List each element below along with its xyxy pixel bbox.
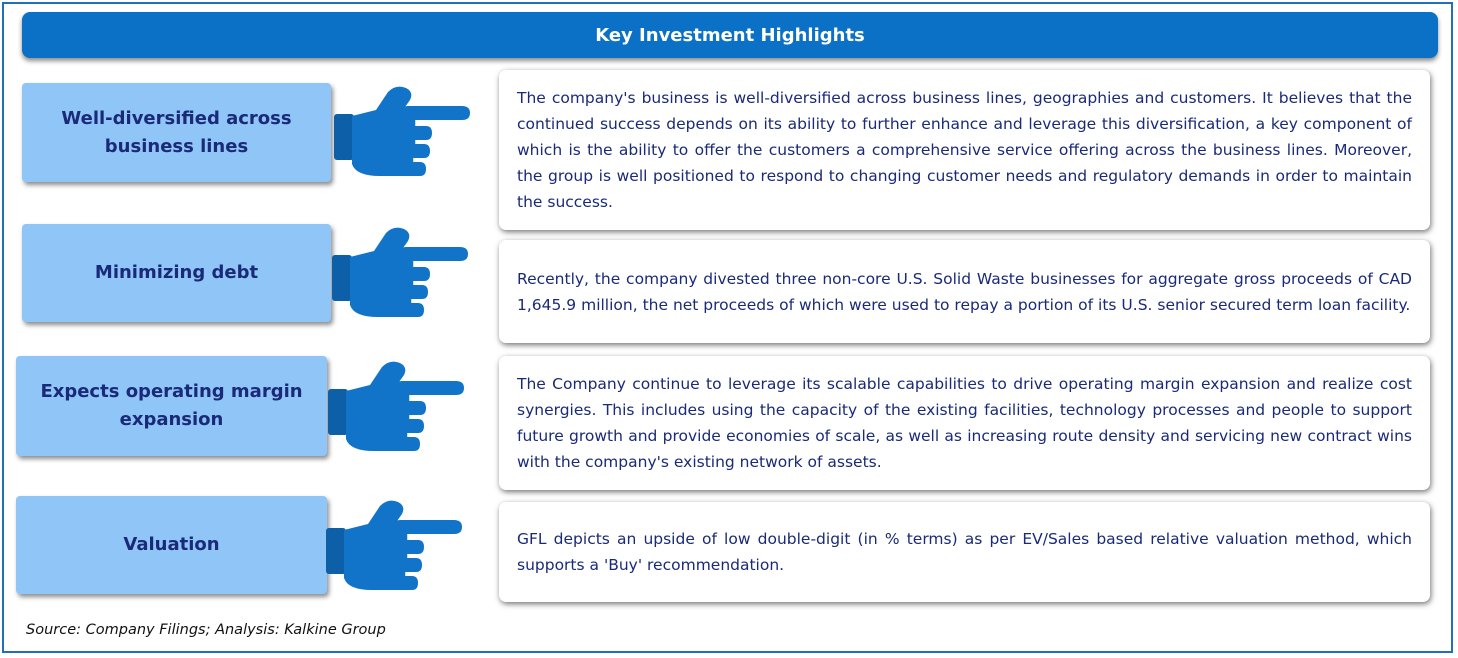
highlight-description-diversified <box>499 70 1430 230</box>
highlight-description-text: The company's business is well-diversified across business lines, geographies and customers. It believes that the continued success depends on its ability to further enhance and leverage this diversification, a key component of which is the ability to offer the customers a comprehensive service offering across the business lines. Moreover, the group is well positioned to respond to changing customer needs and regulatory demands in order to maintain the success. <box>517 89 1412 211</box>
pointing-hand-icon <box>328 221 468 325</box>
highlight-label-margin <box>16 356 327 456</box>
highlight-description-debt <box>499 240 1430 343</box>
highlight-description-margin <box>499 356 1430 490</box>
highlight-description-valuation <box>499 502 1430 602</box>
header-banner <box>22 12 1438 58</box>
highlight-description-text: The Company continue to leverage its scalable capabilities to drive operating margin expansion and realize cost synergies. This includes using the capacity of the existing facilities, technology processes and people to support future growth and provide economies of scale, as well as increasing route density and servicing new contract wins with the company's existing network of assets. <box>517 375 1412 471</box>
pointing-hand-icon <box>330 80 470 184</box>
highlight-label-text: Well-diversified across business lines <box>61 107 292 157</box>
highlight-label-text: Expects operating margin expansion <box>40 381 303 430</box>
highlight-label-debt <box>22 224 331 322</box>
pointing-hand-icon <box>322 494 462 598</box>
highlight-label-text: Minimizing debt <box>94 262 259 283</box>
highlight-label-valuation <box>16 496 327 594</box>
pointing-hand-icon <box>324 355 464 459</box>
highlight-label-diversified <box>22 83 331 182</box>
source-note: Source: Company Filings; Analysis: Kalkine Group <box>26 622 386 638</box>
highlight-label-text: Valuation <box>123 534 220 555</box>
highlight-description-text: Recently, the company divested three non-core U.S. Solid Waste businesses for aggregate gross proceeds of CAD 1,645.9 million, the net proceeds of which were used to repay a portion of its U.S. senior secured term loan facility. <box>517 269 1412 314</box>
page-title: Key Investment Highlights <box>595 24 865 46</box>
highlight-description-text: GFL depicts an upside of low double-digit (in % terms) as per EV/Sales based relative valuation method, which supports a 'Buy' recommendation. <box>517 530 1412 574</box>
